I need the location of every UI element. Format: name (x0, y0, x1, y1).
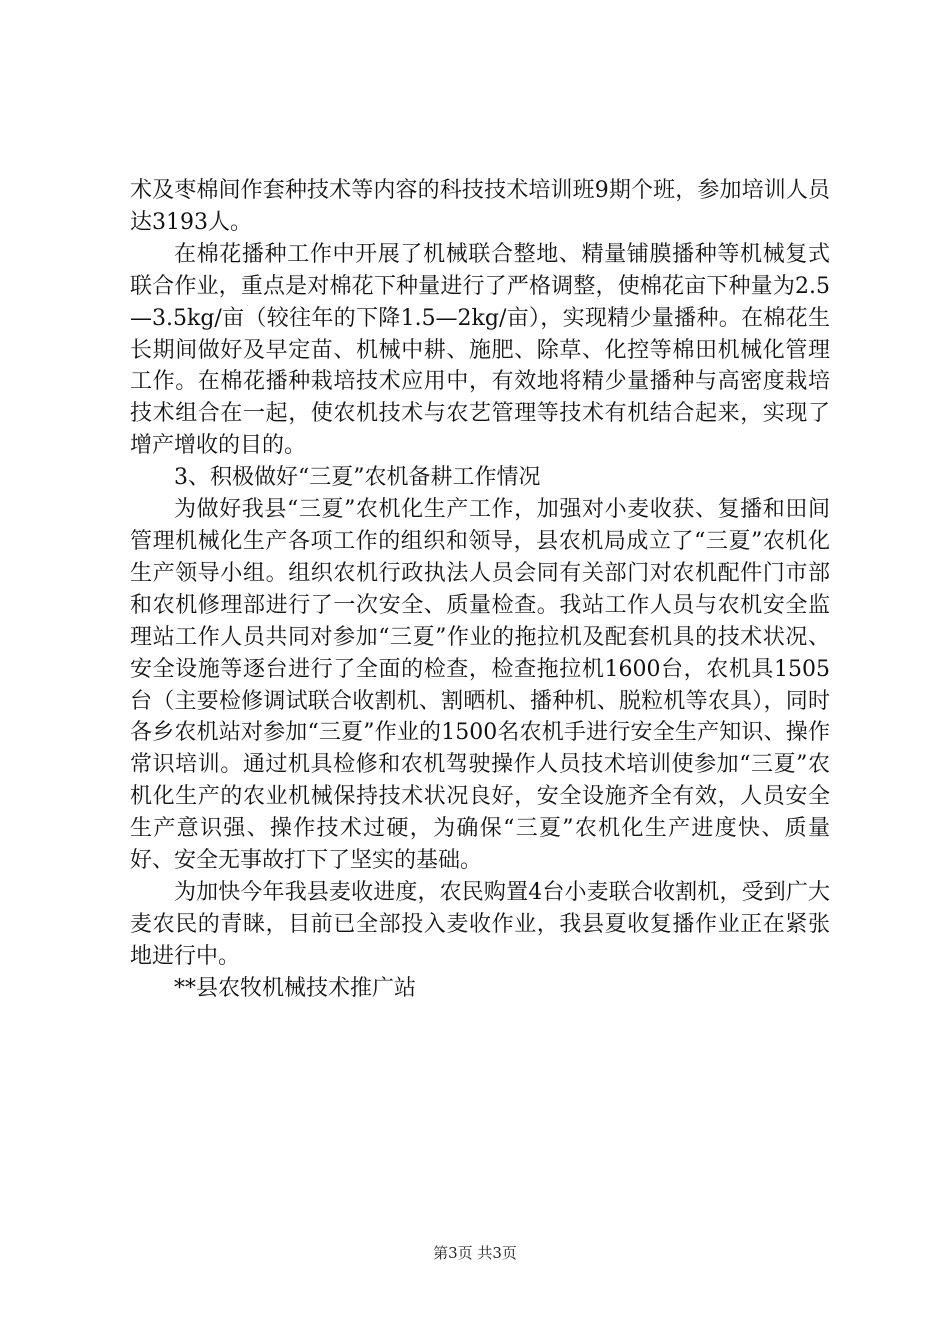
section-heading-sanxia: 3、积极做好“三夏”农机备耕工作情况 (174, 465, 541, 491)
document-body (130, 175, 830, 1005)
paragraph-cotton-sowing: 在棉花播种工作中开展了机械联合整地、精量铺膜播种等机械复式联合作业，重点是对棉花下种量进行了严格调整，使棉花亩下种量为2.5—3.5kg/亩（较往年的下降1.5—2kg/亩），实现精少量播种。在棉花生长期间做好及早定苗、机械中耕、施肥、除草、化控等棉田机械化管理工作。在棉花播种栽培技术应用中，有效地将精少量播种与高密度栽培技术组合在一起，使农机技术与农艺管理等技术有机结合起来，实现了增产增收的目的。 (130, 241, 830, 459)
paragraph-wheat-harvest: 为加快今年我县麦收进度，农民购置4台小麦联合收割机，受到广大麦农民的青睐，目前已全部投入麦收作业，我县夏收复播作业正在紧张地进行中。 (130, 879, 830, 969)
page-footer (0, 1243, 950, 1263)
paragraph-sanxia-preparation: 为做好我县“三夏”农机化生产工作，加强对小麦收获、复播和田间管理机械化生产各项工作的组织和领导，县农机局成立了“三夏”农机化生产领导小组。组织农机行政执法人员会同有关部门对农机配件门市部和农机修理部进行了一次安全、质量检查。我站工作人员与农机安全监理站工作人员共同对参加“三夏”作业的拖拉机及配套机具的技术状况、安全设施等逐台进行了全面的检查，检查拖拉机1600台，农机具1505台（主要检修调试联合收割机、割晒机、播种机、脱粒机等农具），同时各乡农机站对参加“三夏”作业的1500名农机手进行安全生产知识、操作常识培训。通过机具检修和农机驾驶操作人员技术培训使参加“三夏”农机化生产的农业机械保持技术状况良好，安全设施齐全有效，人员安全生产意识强、操作技术过硬，为确保“三夏”农机化生产进度快、质量好、安全无事故打下了坚实的基础。 (130, 497, 830, 874)
signature-organization: **县农牧机械技术推广站 (174, 975, 417, 1001)
paragraph-continued-training: 术及枣棉间作套种技术等内容的科技技术培训班9期个班，参加培训人员达3193人。 (130, 178, 830, 235)
page-number: 第3页 共3页 (433, 1244, 517, 1262)
